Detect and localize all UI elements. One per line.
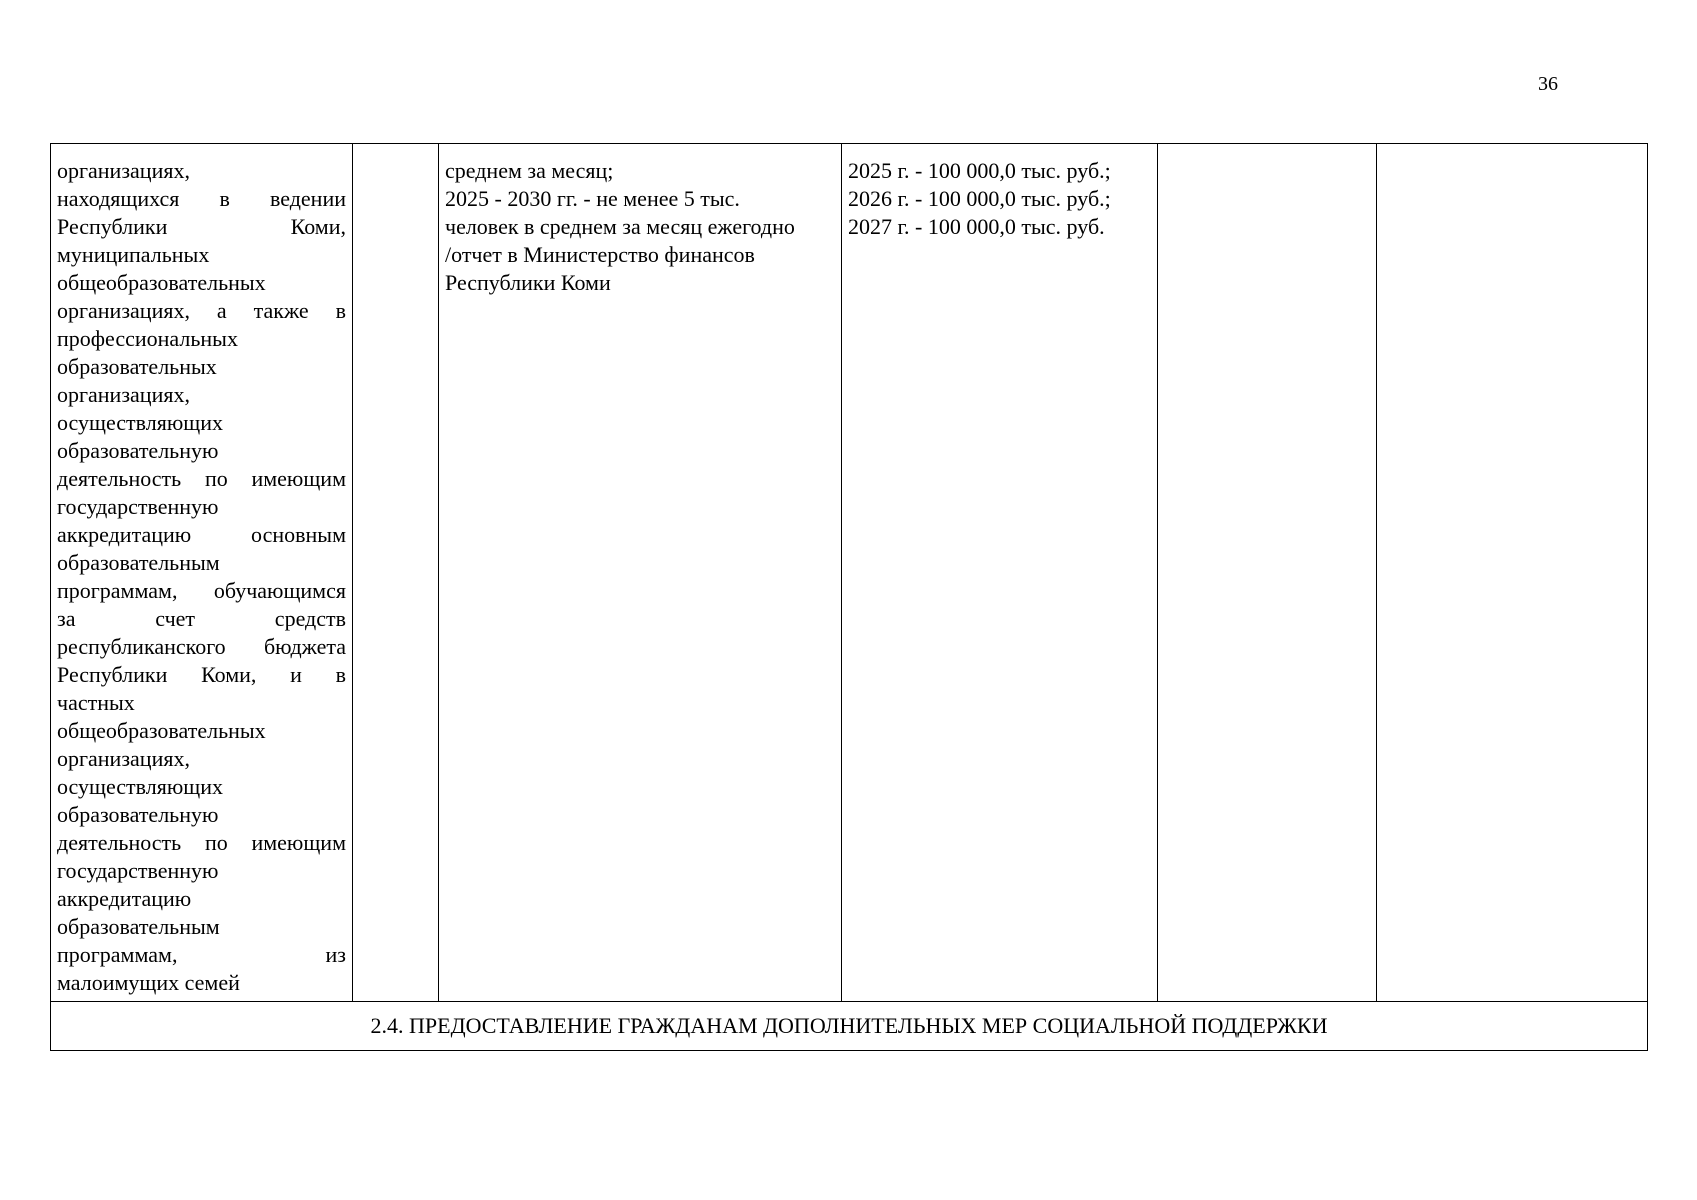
description-line: осуществляющих bbox=[57, 774, 223, 799]
description-line: государственную bbox=[57, 494, 219, 519]
description-line: Республики Коми, и в bbox=[57, 662, 346, 687]
description-line: образовательную bbox=[57, 802, 219, 827]
description-line: малоимущих семей bbox=[57, 970, 240, 995]
table-cell-indicator bbox=[439, 144, 842, 1002]
description-line: Республики Коми, bbox=[57, 214, 346, 239]
description-line: деятельность по имеющим bbox=[57, 830, 346, 855]
description-line: аккредитацию bbox=[57, 886, 192, 911]
description-line: находящихся в ведении bbox=[57, 186, 346, 211]
document-table bbox=[50, 143, 1648, 1051]
description-line: программам, обучающимся bbox=[57, 578, 346, 603]
description-line: аккредитацию основным bbox=[57, 522, 346, 547]
table-row bbox=[51, 144, 1648, 1002]
indicator-text: среднем за месяц; 2025 - 2030 гг. - не менее 5 тыс. человек в среднем за месяц ежегодно /отчет в Министерство финансов Республики Коми bbox=[445, 158, 795, 295]
description-text bbox=[57, 157, 346, 997]
description-line: организациях, bbox=[57, 382, 190, 407]
description-line: деятельность по имеющим bbox=[57, 466, 346, 491]
description-line: образовательную bbox=[57, 438, 219, 463]
description-line: республиканского бюджета bbox=[57, 634, 346, 659]
table-cell-empty bbox=[1377, 144, 1648, 1002]
description-line: муниципальных bbox=[57, 242, 210, 267]
table-cell-funding bbox=[842, 144, 1158, 1002]
description-line: профессиональных bbox=[57, 326, 238, 351]
description-line: образовательным bbox=[57, 550, 220, 575]
description-line: за счет средств bbox=[57, 606, 346, 631]
section-heading-row bbox=[51, 1002, 1648, 1051]
table-cell-empty bbox=[353, 144, 439, 1002]
page-number: 36 bbox=[1538, 73, 1558, 95]
description-line: общеобразовательных bbox=[57, 718, 266, 743]
description-line: программам, из bbox=[57, 942, 346, 967]
description-line: осуществляющих bbox=[57, 410, 223, 435]
funding-text: 2025 г. - 100 000,0 тыс. руб.; 2026 г. - 100 000,0 тыс. руб.; 2027 г. - 100 000,0 тыс. руб. bbox=[848, 158, 1111, 239]
description-line: образовательных bbox=[57, 354, 217, 379]
description-line: организациях, bbox=[57, 746, 190, 771]
description-line: общеобразовательных bbox=[57, 270, 266, 295]
description-line: государственную bbox=[57, 858, 219, 883]
table-cell-description bbox=[51, 144, 353, 1002]
description-line: частных bbox=[57, 690, 135, 715]
table-cell-empty bbox=[1158, 144, 1377, 1002]
description-line: организациях, а также в bbox=[57, 298, 346, 323]
description-line: образовательным bbox=[57, 914, 220, 939]
description-line: организациях, bbox=[57, 158, 190, 183]
section-heading: 2.4. ПРЕДОСТАВЛЕНИЕ ГРАЖДАНАМ ДОПОЛНИТЕЛЬНЫХ МЕР СОЦИАЛЬНОЙ ПОДДЕРЖКИ bbox=[51, 1002, 1648, 1051]
